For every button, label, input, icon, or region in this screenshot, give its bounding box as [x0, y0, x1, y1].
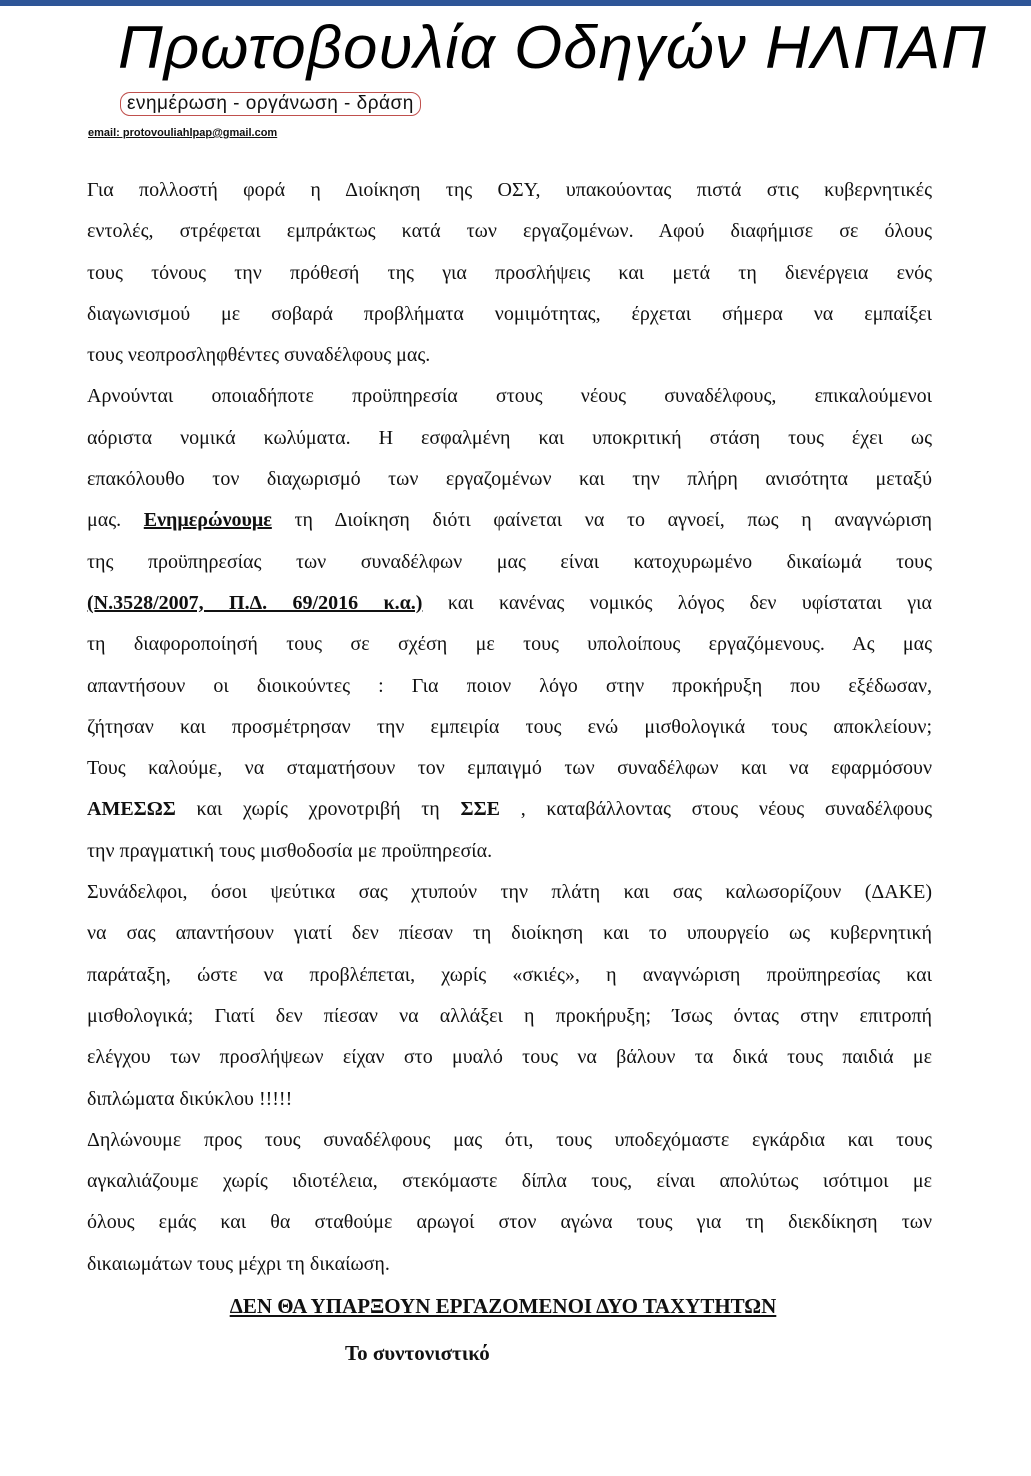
text-line: [87, 707, 932, 748]
text-segment: όλους εμάς και θα σταθούμε αρωγοί στον αγώνα τους για τη διεκδίκηση των: [87, 1211, 932, 1234]
signature: Το συντονιστικό: [345, 1341, 490, 1365]
closing-heading: ΔΕΝ ΘΑ ΥΠΑΡΞΟΥΝ ΕΡΓΑΖΟΜΕΝΟΙ ΔΥΟ ΤΑΧΥΤΗΤΩΝ: [229, 1294, 777, 1318]
text-segment: παράταξη, ώστε να προβλέπεται, χωρίς «σκιές», η αναγνώριση προϋπηρεσίας και: [87, 963, 932, 986]
text-segment: απαντήσουν οι διοικούντες : Για ποιον λόγο στην προκήρυξη που εξέδωσαν,: [87, 674, 932, 697]
emphasized-text: ΑΜΕΣΩΣ: [87, 798, 176, 821]
text-line: [87, 831, 932, 872]
text-line: [87, 1161, 932, 1202]
emphasized-text: Ενημερώνουμε: [143, 509, 272, 532]
emphasized-text: (Ν.3528/2007, Π.Δ. 69/2016 κ.α.): [87, 591, 423, 614]
text-segment: ζήτησαν και προσμέτρησαν την εμπειρία τους ενώ μισθολογικά τους αποκλείουν;: [87, 715, 932, 738]
text-line: [87, 376, 932, 417]
text-segment: τη διαφοροποίησή τους σε σχέση με τους υπολοίπους εργαζόμενους. Ας μας: [87, 633, 932, 656]
text-segment: αόριστα νομικά κωλύματα. Η εσφαλμένη και υποκριτική στάση τους έχει ως: [87, 426, 932, 449]
text-segment: διπλώματα δικύκλου !!!!!: [87, 1087, 293, 1110]
text-line: [87, 170, 932, 211]
text-line: [87, 418, 932, 459]
text-line: [87, 1244, 932, 1285]
text-line: [87, 996, 932, 1037]
text-line: [87, 500, 932, 541]
text-line: [87, 748, 932, 789]
text-segment: και χωρίς χρονοτριβή τη: [175, 798, 461, 821]
text-line: [87, 1079, 932, 1120]
logo-subtitle: ενημέρωση - οργάνωση - δράση: [120, 92, 421, 116]
text-segment: δικαιωμάτων τους μέχρι τη δικαίωση.: [87, 1252, 390, 1275]
logo-title: Πρωτοβουλία Οδηγών ΗΛΠΑΠ: [118, 14, 987, 81]
text-line: [87, 211, 932, 252]
text-segment: διαγωνισμού με σοβαρά προβλήματα νομιμότητας, έρχεται σήμερα να εμπαίξει: [87, 302, 932, 325]
text-line: [87, 872, 932, 913]
top-bar: [0, 0, 1031, 6]
text-segment: Για πολλοστή φορά η Διοίκηση της ΟΣΥ, υπακούοντας πιστά στις κυβερνητικές: [87, 179, 932, 201]
text-line: [87, 459, 932, 500]
text-line: [87, 253, 932, 294]
text-segment: μας.: [87, 509, 144, 532]
text-segment: εντολές, στρέφεται εμπράκτως κατά των εργαζομένων. Αφού διαφήμισε σε όλους: [87, 220, 932, 243]
text-line: [87, 583, 932, 624]
text-segment: της προϋπηρεσίας των συναδέλφων μας είναι κατοχυρωμένο δικαίωμά τους: [87, 550, 932, 573]
text-line: [87, 666, 932, 707]
text-line: [87, 624, 932, 665]
text-line: [87, 335, 932, 376]
text-segment: τη Διοίκηση διότι φαίνεται να το αγνοεί, πως η αναγνώριση: [271, 509, 932, 532]
text-segment: ελέγχου των προσλήψεων είχαν στο μυαλό τους να βάλουν τα δικά τους παιδιά με: [87, 1046, 932, 1069]
contact-email: email: protovouliahlpap@gmail.com: [88, 127, 278, 139]
text-segment: τους νεοπροσληφθέντες συναδέλφους μας.: [87, 344, 431, 367]
text-line: [87, 294, 932, 335]
letterhead-logo: [110, 14, 987, 120]
text-line: [87, 1202, 932, 1243]
text-segment: την πραγματική τους μισθοδοσία με προϋπηρεσία.: [87, 839, 493, 862]
text-segment: να σας απαντήσουν γιατί δεν πίεσαν τη διοίκηση και το υπουργείο ως κυβερνητική: [87, 922, 932, 945]
text-segment: Δηλώνουμε προς τους συναδέλφους μας ότι, τους υποδεχόμαστε εγκάρδια και τους: [87, 1128, 932, 1151]
text-segment: επακόλουθο τον διαχωρισμό των εργαζομένων και την πλήρη ανισότητα μεταξύ: [87, 468, 932, 491]
document-body: [87, 170, 932, 1285]
text-segment: μισθολογικά; Γιατί δεν πίεσαν να αλλάξει η προκήρυξη; Ίσως όντας στην επιτροπή: [87, 1004, 932, 1027]
text-segment: τους τόνους την πρόθεσή της για προσλήψεις και μετά τη διενέργεια ενός: [87, 261, 932, 284]
text-line: [87, 542, 932, 583]
text-segment: Τους καλούμε, να σταματήσουν τον εμπαιγμό των συναδέλφων και να εφαρμόσουν: [87, 757, 932, 780]
text-line: [87, 913, 932, 954]
text-line: [87, 789, 932, 830]
text-segment: και κανένας νομικός λόγος δεν υφίσταται για: [422, 591, 932, 614]
text-segment: , καταβάλλοντας στους νέους συναδέλφους: [500, 798, 933, 821]
text-line: [87, 1037, 932, 1078]
text-segment: Αρνούνται οποιαδήποτε προϋπηρεσία στους νέους συναδέλφους, επικαλούμενοι: [87, 385, 932, 408]
text-line: [87, 955, 932, 996]
text-segment: αγκαλιάζουμε χωρίς ιδιοτέλεια, στεκόμαστε δίπλα τους, είναι απολύτως ισότιμοι με: [87, 1170, 932, 1193]
text-line: [87, 1120, 932, 1161]
emphasized-text: ΣΣΕ: [460, 798, 500, 821]
text-segment: Συνάδελφοι, όσοι ψεύτικα σας χτυπούν την πλάτη και σας καλωσορίζουν (ΔΑΚΕ): [87, 881, 932, 904]
